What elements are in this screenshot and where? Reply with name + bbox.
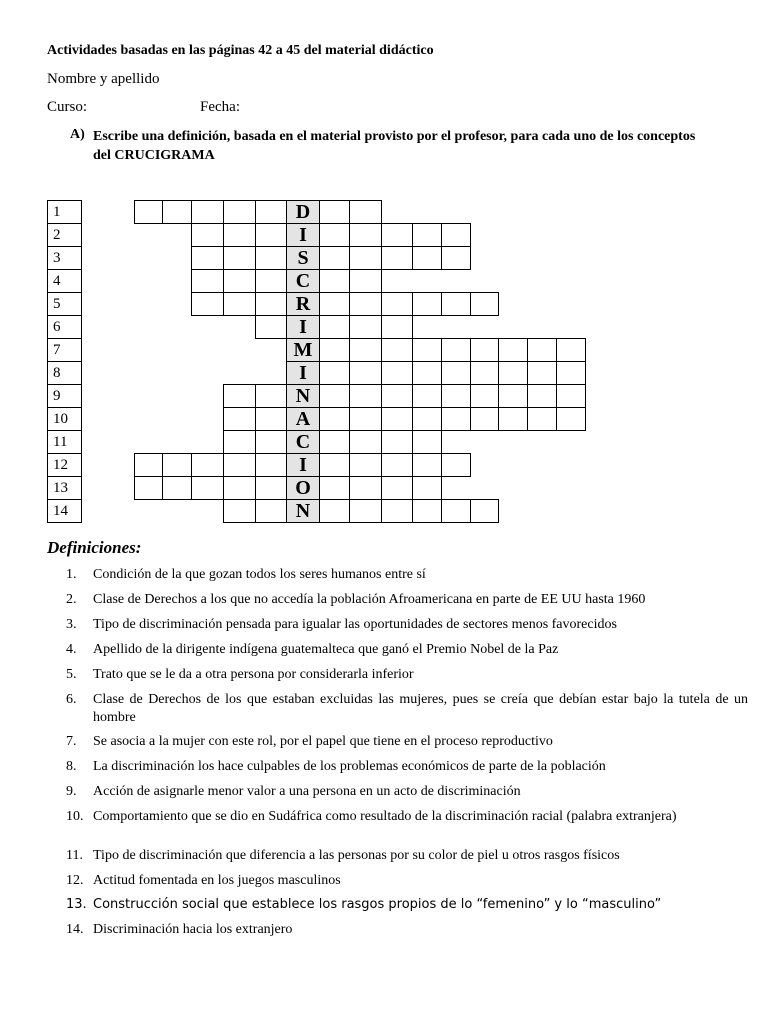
crossword-cell [349,476,382,500]
crossword-cell [191,476,224,500]
crossword-cell [349,315,382,339]
crossword-key-letter: R [286,292,320,316]
crossword-cell [349,430,382,454]
crossword-cell [349,499,382,523]
definition-number: 8. [66,759,77,774]
crossword-cell [319,223,350,247]
crossword-cell [319,315,350,339]
crossword-cell [441,292,471,316]
crossword-cell [381,315,413,339]
crossword-cell [470,338,499,362]
crossword-cell [412,246,442,270]
crossword-cell [498,338,528,362]
crossword-cell [134,200,163,224]
definition-item [66,758,748,776]
definition-item [66,921,748,939]
definition-text: Se asocia a la mujer con este rol, por el papel que tiene en el proceso reproductivo [93,734,553,749]
crossword-cell [470,361,499,385]
definition-number: 4. [66,642,77,657]
crossword-cell [191,292,224,316]
crossword-cell [223,292,256,316]
crossword-key-letter: C [286,269,320,293]
definition-number: 12. [66,873,84,888]
definition-number: 11. [66,848,83,863]
crossword-cell [191,246,224,270]
definition-item [66,847,748,865]
crossword-cell [556,407,586,431]
task-instruction: Escribe una definición, basada en el material provisto por el profesor, para cada uno de los conceptos del CRUCIGRAMA [93,129,696,163]
crossword-row-number: 2 [47,224,82,247]
definition-text: Construcción social que establece los rasgos propios de lo “femenino” y lo “masculino” [93,897,662,912]
crossword-key-letter: I [286,361,320,385]
crossword-cell [412,338,442,362]
crossword-cell [319,430,350,454]
crossword-cell [412,430,442,454]
crossword-key-letter: D [286,200,320,224]
crossword-cell [255,476,287,500]
crossword-cell [498,407,528,431]
crossword-row-number: 5 [47,293,82,316]
crossword-cell [527,384,557,408]
crossword-cell [381,246,413,270]
crossword-cell [381,407,413,431]
crossword-cell [255,430,287,454]
crossword-cell [381,499,413,523]
crossword-cell [223,499,256,523]
definition-item [66,616,748,634]
crossword-cell [412,499,442,523]
definition-number: 5. [66,667,77,682]
definition-item [66,591,748,609]
crossword-cell [255,453,287,477]
crossword-cell [349,453,382,477]
crossword-cell [412,407,442,431]
crossword-cell [223,453,256,477]
crossword-cell [412,361,442,385]
crossword-cell [381,430,413,454]
crossword-cell [255,223,287,247]
crossword-cell [441,338,471,362]
crossword-cell [319,476,350,500]
crossword-row-number: 7 [47,339,82,362]
crossword-cell [349,407,382,431]
definition-item [66,783,748,801]
definition-number: 14. [66,922,84,937]
crossword-cell [319,269,350,293]
task-marker: A) [70,127,85,142]
crossword-row-number: 6 [47,316,82,339]
definition-item [66,641,748,659]
crossword-cell [349,246,382,270]
crossword-cell [223,430,256,454]
definition-item [66,808,748,826]
definition-number: 10. [66,809,84,824]
crossword-cell [319,246,350,270]
crossword-cell [441,453,471,477]
definition-text: Acción de asignarle menor valor a una persona en un acto de discriminación [93,784,521,799]
crossword-cell [349,292,382,316]
crossword-cell [191,223,224,247]
definition-item [66,691,748,727]
crossword-key-letter: I [286,223,320,247]
crossword-cell [255,269,287,293]
crossword-cell [470,499,499,523]
definition-number: 3. [66,617,77,632]
crossword-cell [191,200,224,224]
crossword-cell [412,292,442,316]
definition-text: Condición de la que gozan todos los seres humanos entre sí [93,567,426,582]
crossword-cell [223,407,256,431]
crossword-cell [556,361,586,385]
crossword-cell [412,453,442,477]
definition-item [66,872,748,890]
crossword-cell [349,200,382,224]
crossword-cell [556,384,586,408]
crossword-cell [381,338,413,362]
crossword-cell [527,407,557,431]
crossword-cell [319,499,350,523]
crossword-cell [381,292,413,316]
crossword-row-number: 10 [47,408,82,431]
definition-text: Apellido de la dirigente indígena guatemalteca que ganó el Premio Nobel de la Paz [93,642,559,657]
definition-text: Comportamiento que se dio en Sudáfrica como resultado de la discriminación racial (palabra extranjera) [93,809,677,824]
definition-text: Tipo de discriminación pensada para igualar las oportunidades de sectores menos favorecidos [93,617,617,632]
crossword-cell [441,407,471,431]
crossword-cell [319,338,350,362]
crossword-cell [381,384,413,408]
definition-item [66,733,748,751]
definition-number: 6. [66,692,77,707]
course-label: Curso: [47,99,88,115]
crossword-cell [498,361,528,385]
crossword-cell [470,384,499,408]
crossword-cell [319,361,350,385]
crossword-cell [255,292,287,316]
crossword-cell [470,407,499,431]
crossword-cell [527,361,557,385]
definition-number: 13. [66,897,87,912]
crossword-row-number: 1 [47,200,82,224]
crossword-cell [441,361,471,385]
crossword-row-number: 14 [47,500,82,523]
crossword-row-number: 4 [47,270,82,293]
crossword-cell [162,200,192,224]
crossword-cell [412,476,442,500]
crossword-cell [319,200,350,224]
definition-number: 1. [66,567,77,582]
crossword-row-number: 13 [47,477,82,500]
crossword-cell [349,361,382,385]
crossword-key-letter: O [286,476,320,500]
crossword-cell [412,223,442,247]
crossword-cell [134,476,163,500]
crossword-key-letter: A [286,407,320,431]
crossword-key-letter: S [286,246,320,270]
definition-text: Clase de Derechos de los que estaban excluidas las mujeres, pues se creía que debían estar bajo la tutela de un hombre [93,692,748,725]
crossword-cell [381,223,413,247]
crossword-cell [349,338,382,362]
date-label: Fecha: [200,99,240,115]
crossword-cell [223,246,256,270]
crossword-cell [556,338,586,362]
crossword-cell [319,292,350,316]
crossword-cell [381,453,413,477]
crossword-key-letter: N [286,499,320,523]
crossword-cell [441,499,471,523]
crossword-cell [255,315,287,339]
definition-number: 9. [66,784,77,799]
name-label: Nombre y apellido [47,71,160,87]
crossword-cell [498,384,528,408]
crossword-cell [223,200,256,224]
crossword-cell [441,384,471,408]
crossword-key-letter: M [286,338,320,362]
definition-text: Actitud fomentada en los juegos masculinos [93,873,341,888]
crossword-key-letter: C [286,430,320,454]
definition-number: 2. [66,592,77,607]
crossword-cell [412,384,442,408]
crossword-row-number: 11 [47,431,82,454]
crossword-cell [319,384,350,408]
crossword-key-letter: I [286,315,320,339]
crossword-cell [255,246,287,270]
crossword-cell [255,200,287,224]
crossword-cell [255,384,287,408]
crossword-key-letter: I [286,453,320,477]
crossword-row-number: 3 [47,247,82,270]
definition-text: Tipo de discriminación que diferencia a las personas por su color de piel u otros rasgos físicos [93,848,620,863]
definition-number: 7. [66,734,77,749]
definition-text: Clase de Derechos a los que no accedía la población Afroamericana en parte de EE UU hasta 1960 [93,592,646,607]
crossword-cell [191,453,224,477]
crossword-cell [381,361,413,385]
definitions-title: Definiciones: [47,538,142,557]
crossword-cell [349,223,382,247]
crossword-cell [223,384,256,408]
definition-text: Discriminación hacia los extranjero [93,922,293,937]
crossword-cell [349,269,382,293]
crossword-cell [162,453,192,477]
crossword-row-number: 8 [47,362,82,385]
crossword-cell [527,338,557,362]
crossword-cell [441,223,471,247]
crossword-row-number: 12 [47,454,82,477]
definition-item [66,896,748,914]
definition-text: La discriminación los hace culpables de los problemas económicos de parte de la población [93,759,606,774]
crossword-row-number: 9 [47,385,82,408]
crossword-cell [381,476,413,500]
crossword-cell [223,476,256,500]
crossword-key-letter: N [286,384,320,408]
crossword-cell [470,292,499,316]
definition-item [66,666,748,684]
crossword-cell [162,476,192,500]
crossword-cell [255,499,287,523]
definition-item [66,566,748,584]
document-title: Actividades basadas en las páginas 42 a 45 del material didáctico [47,43,434,58]
definition-text: Trato que se le da a otra persona por considerarla inferior [93,667,414,682]
crossword-cell [255,407,287,431]
crossword-cell [349,384,382,408]
crossword-cell [223,269,256,293]
crossword-cell [191,269,224,293]
crossword-cell [319,453,350,477]
crossword-cell [223,223,256,247]
crossword-cell [441,246,471,270]
crossword-cell [134,453,163,477]
crossword-cell [319,407,350,431]
